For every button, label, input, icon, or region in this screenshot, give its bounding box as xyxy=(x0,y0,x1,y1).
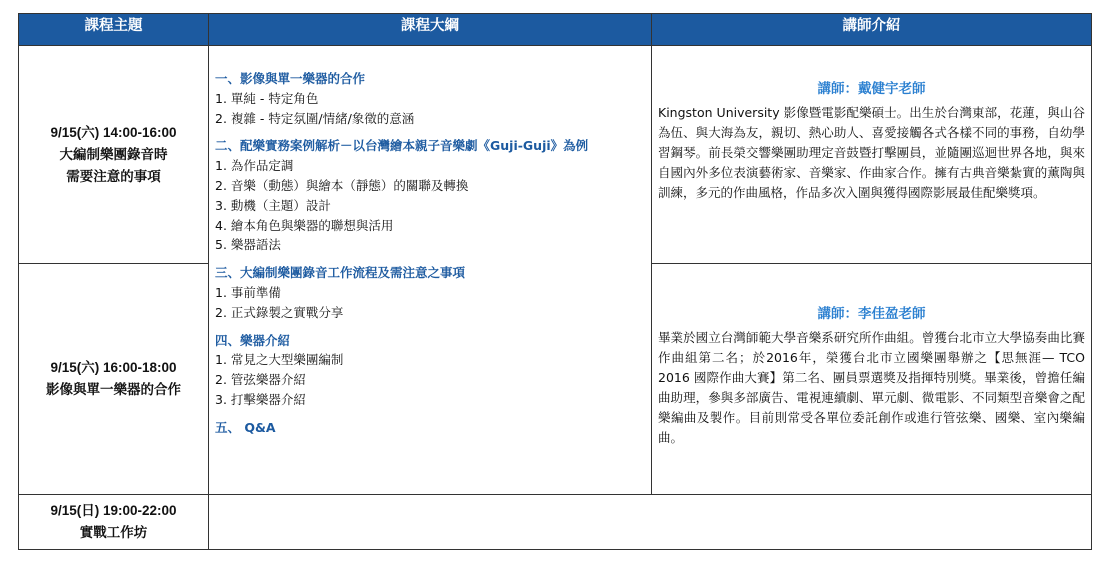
outline-section-2-title: 二、配樂實務案例解析－以台灣繪本親子音樂劇《Guji-Guji》為例 xyxy=(215,138,589,154)
teacher-1-name: 講師：戴健宇老師 xyxy=(817,81,926,97)
session-1-time: 9/15(六) 14:00-16:00 xyxy=(50,124,177,140)
session-3-topic xyxy=(19,495,209,550)
outline-section-1-title: 一、影像與單一樂器的合作 xyxy=(215,71,366,86)
outline-item: 2. 音樂（動態）與繪本（靜態）的關聯及轉換 xyxy=(215,177,469,193)
outline-item: 1. 常見之大型樂團編制 xyxy=(215,352,344,368)
session-3-empty-cell xyxy=(209,495,1092,550)
outline-item: 2. 管弦樂器介紹 xyxy=(215,372,306,388)
outline-item: 4. 繪本角色與樂器的聯想與活用 xyxy=(215,217,394,233)
outline-section-4 xyxy=(215,331,645,410)
outline-section-3 xyxy=(215,263,645,322)
header-teacher: 講師介紹 xyxy=(652,14,1092,46)
session-2-topic xyxy=(19,264,209,495)
course-schedule-table xyxy=(18,13,1092,550)
header-row xyxy=(19,14,1092,46)
teacher-2-bio: 畢業於國立台灣師範大學音樂系研究所作曲組。曾獲台北市立大學協奏曲比賽作曲組第二名；於2016年，榮獲台北市立國樂團舉辦之【思無涯— TCO 2016 國際作曲大賽】第二名、團員票選獎及指揮特別獎。畢業後，曾擔任編曲助理，參與多部廣告、電視連續劇、單元劇、微電影、不同類型音樂會之配樂編曲及製作。目前則常受各單位委託創作或進行管弦樂、國樂、室內樂編曲。 xyxy=(658,330,1085,445)
teacher-1-cell xyxy=(652,46,1092,264)
session-2-title-line1: 影像與單一樂器的合作 xyxy=(46,382,181,398)
outline-item: 5. 樂器語法 xyxy=(215,237,281,253)
header-outline: 課程大綱 xyxy=(209,14,652,46)
session-1-title-line1: 大編制樂團錄音時 xyxy=(59,146,168,163)
session-row-1 xyxy=(19,46,1092,264)
session-1-title-line2: 需要注意的事項 xyxy=(66,168,161,185)
outline-section-3-title: 三、大編制樂團錄音工作流程及需注意之事項 xyxy=(215,265,466,281)
outline-item: 2. 複雜 - 特定氛圍/情緒/象徵的意涵 xyxy=(215,110,415,126)
outline-item: 3. 打擊樂器介紹 xyxy=(215,391,306,407)
outline-item: 2. 正式錄製之實戰分享 xyxy=(215,304,344,320)
header-topic: 課程主題 xyxy=(19,14,209,46)
session-2-time: 9/15(六) 16:00-18:00 xyxy=(50,360,177,375)
outline-section-4-title: 四、樂器介紹 xyxy=(215,332,291,348)
session-3-title-line1: 實戰工作坊 xyxy=(79,525,148,541)
outline-item: 1. 為作品定調 xyxy=(215,158,294,174)
outline-section-5-title: 五、 Q&A xyxy=(215,419,276,435)
outline-section-1 xyxy=(215,69,645,128)
session-row-3 xyxy=(19,495,1092,550)
outline-item: 1. 單純 - 特定角色 xyxy=(215,90,319,106)
teacher-2-name: 講師：李佳盈老師 xyxy=(817,306,926,322)
teacher-1-bio: Kingston University 影像暨電影配樂碩士。出生於台灣東部，花蓮，與山谷為伍、與大海為友，親切、熱心助人、喜愛接觸各式各樣不同的事務，自幼學習鋼琴。前長榮交響樂團助理定音鼓暨打擊團員，並隨團巡迴世界各地，與來自國內外多位表演藝術家、音樂家、作曲家合作。擁有古典音樂紮實的薰陶與訓練，多元的作曲風格，作品多次入圍與獲得國際影展最佳配樂獎項。 xyxy=(658,105,1085,200)
session-1-topic xyxy=(19,46,209,264)
teacher-2-cell xyxy=(652,264,1092,495)
course-outline-cell xyxy=(209,46,652,495)
outline-section-5 xyxy=(215,418,645,438)
outline-section-2 xyxy=(215,136,645,255)
session-3-time: 9/15(日) 19:00-22:00 xyxy=(50,503,177,518)
outline-item: 1. 事前準備 xyxy=(215,284,281,300)
outline-item: 3. 動機（主題）設計 xyxy=(215,197,331,213)
